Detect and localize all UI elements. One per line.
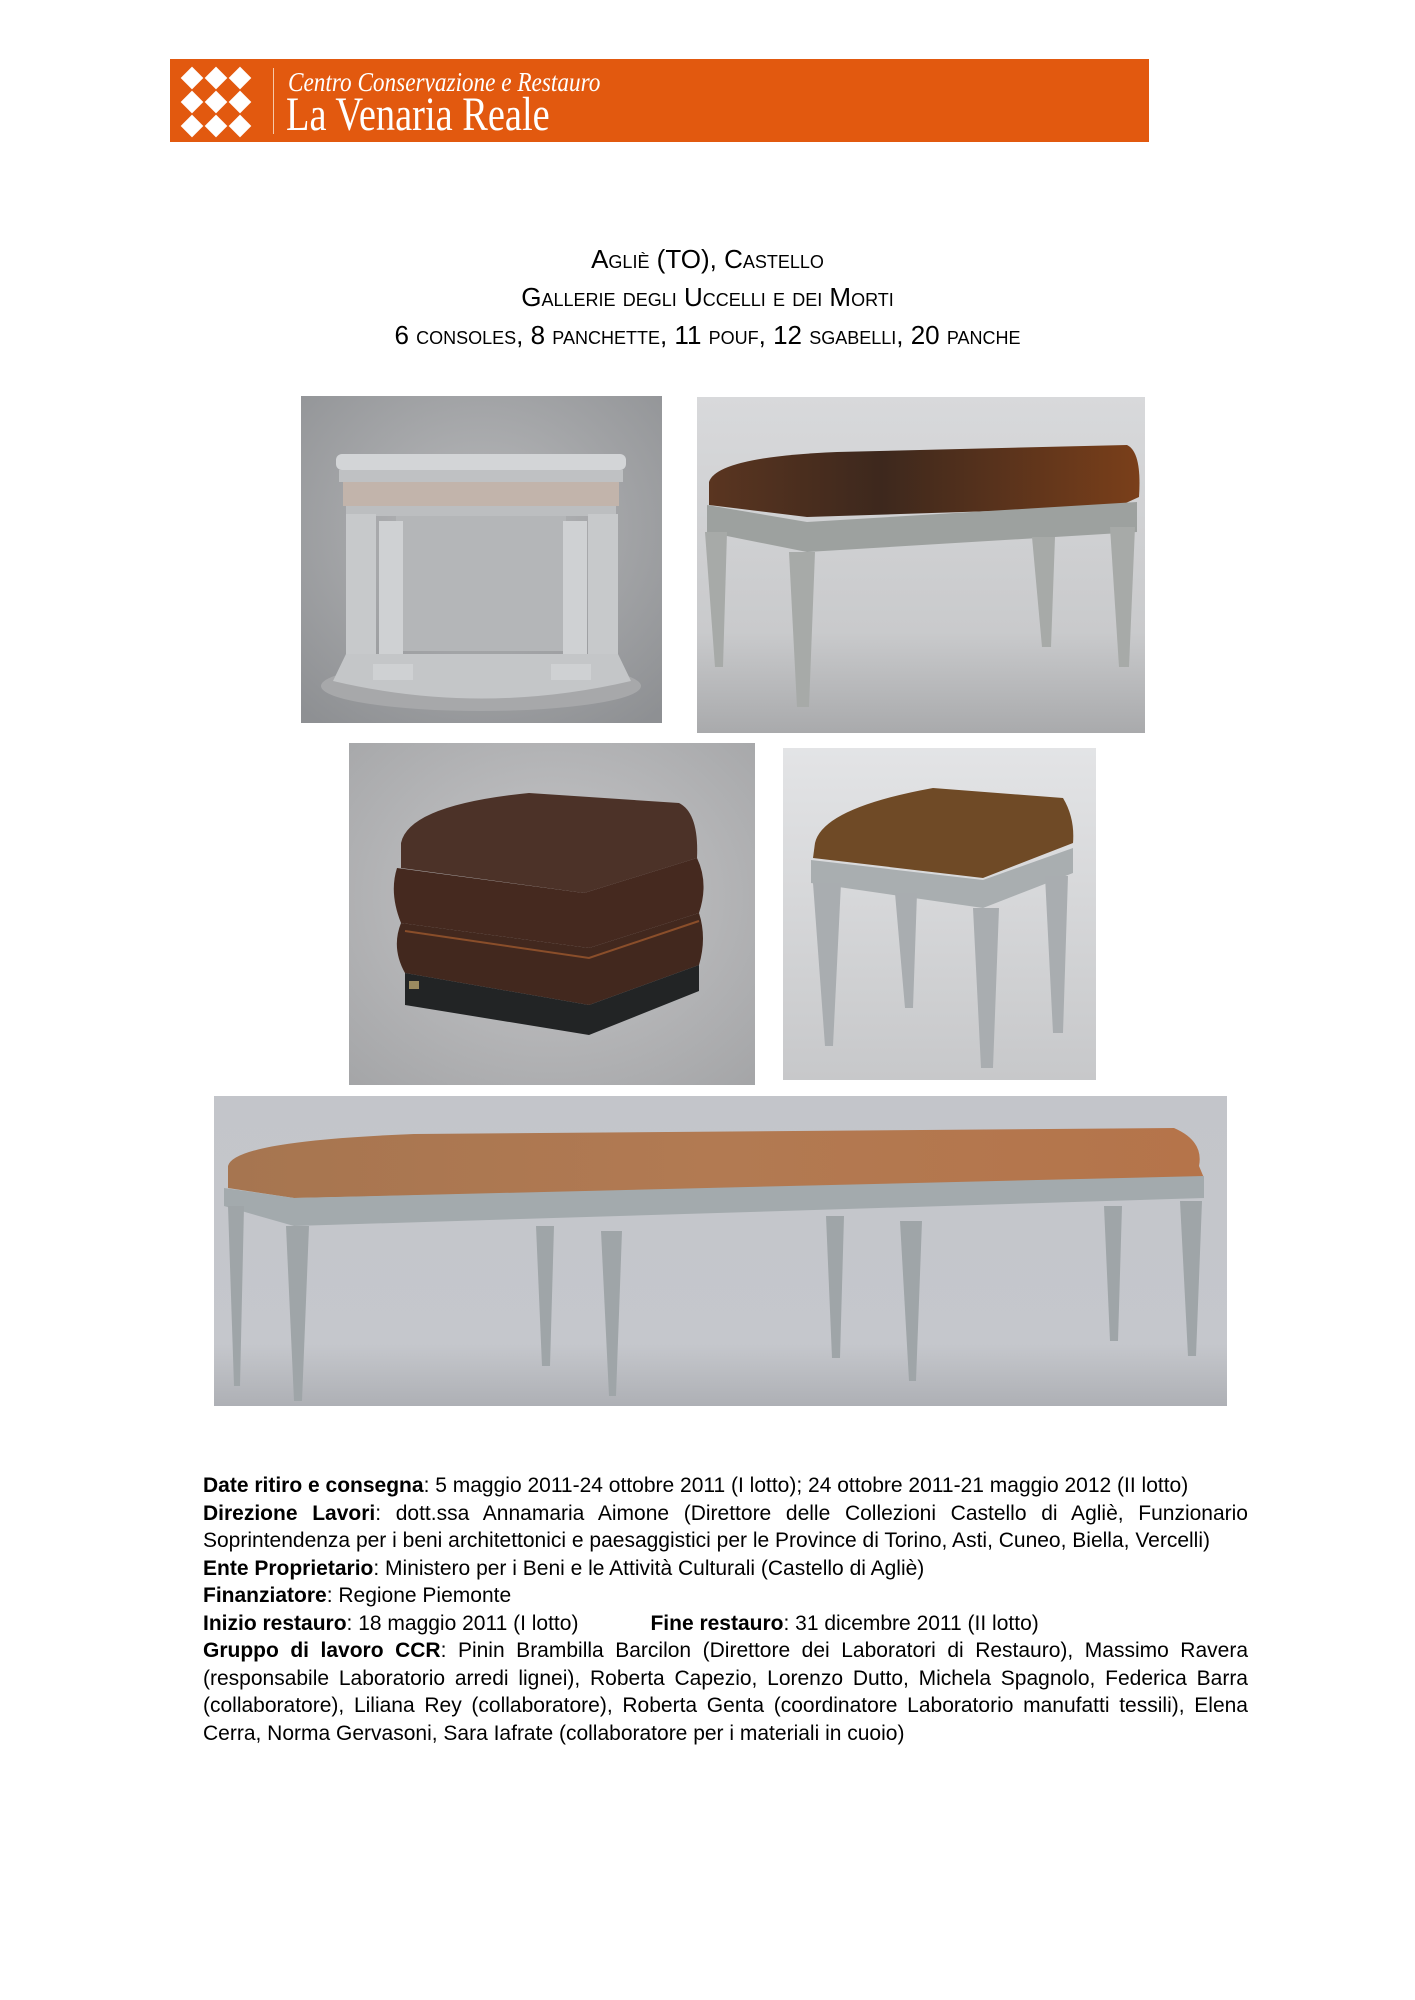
title-location: Agliè (TO), Castello bbox=[591, 244, 824, 274]
project-info bbox=[203, 1472, 1248, 1747]
info-inizio-label: Inizio restauro bbox=[203, 1611, 347, 1635]
header-banner bbox=[170, 59, 1149, 142]
photo-panca bbox=[214, 1096, 1227, 1406]
info-dates-label: Date ritiro e consegna bbox=[203, 1474, 424, 1497]
institution-name: La Venaria Reale bbox=[286, 88, 550, 141]
info-ente bbox=[203, 1555, 1248, 1583]
info-fine-label: Fine restauro bbox=[650, 1611, 784, 1635]
title-objects: 6 consoles, 8 panchette, 11 pouf, 12 sgabelli, 20 panche bbox=[394, 320, 1021, 350]
photo-panchetta bbox=[697, 397, 1145, 733]
info-gruppo-value: : Pinin Brambilla Barcilon (Direttore dei Laboratori di Restauro), Massimo Ravera (responsabile Laboratorio arredi lignei), Roberta Capezio, Lorenzo Dutto, Michela Spagnolo, Federica Barra (collaboratore), Liliana Rey (collaboratore), Roberta Genta (coordinatore Laboratorio manufatti tessili), Elena Cerra, Norma Gervasoni, Sara Iafrate (collaboratore per i materiali in cuoio) bbox=[203, 1639, 1249, 1745]
photo-console bbox=[301, 396, 662, 723]
info-fine-value: : 31 dicembre 2011 (II lotto) bbox=[783, 1611, 1039, 1635]
photo-pouf bbox=[349, 743, 755, 1085]
diamond-grid-logo-icon bbox=[180, 66, 252, 138]
info-direzione bbox=[203, 1500, 1248, 1555]
info-gruppo-label: Gruppo di lavoro CCR bbox=[203, 1639, 441, 1662]
info-finanziatore-label: Finanziatore bbox=[203, 1584, 327, 1607]
title-galleries: Gallerie degli Uccelli e dei Morti bbox=[521, 282, 894, 312]
info-direzione-value: : dott.ssa Annamaria Aimone (Direttore delle Collezioni Castello di Agliè, Funzionario Soprintendenza per i beni architettonici e paesaggistici per le Province di Torino, Asti, Cuneo, Biella, Vercelli) bbox=[203, 1501, 1248, 1552]
info-dates-value: : 5 maggio 2011-24 ottobre 2011 (I lotto); 24 ottobre 2011-21 maggio 2012 (II lotto) bbox=[423, 1474, 1189, 1497]
info-dates bbox=[203, 1472, 1248, 1500]
info-gruppo bbox=[203, 1637, 1248, 1747]
info-finanziatore-value: : Regione Piemonte bbox=[326, 1584, 512, 1607]
info-ente-value: : Ministero per i Beni e le Attività Culturali (Castello di Agliè) bbox=[373, 1556, 925, 1580]
logo-divider bbox=[273, 68, 274, 134]
photo-sgabello bbox=[783, 748, 1096, 1080]
info-finanziatore bbox=[203, 1582, 1248, 1610]
info-direzione-label: Direzione Lavori bbox=[203, 1501, 376, 1525]
info-inizio-value: : 18 maggio 2011 (I lotto) bbox=[346, 1611, 579, 1635]
info-ente-label: Ente Proprietario bbox=[203, 1556, 374, 1580]
info-restauro-dates bbox=[203, 1610, 1248, 1638]
institution-subtitle: Centro Conservazione e Restauro bbox=[288, 67, 601, 97]
